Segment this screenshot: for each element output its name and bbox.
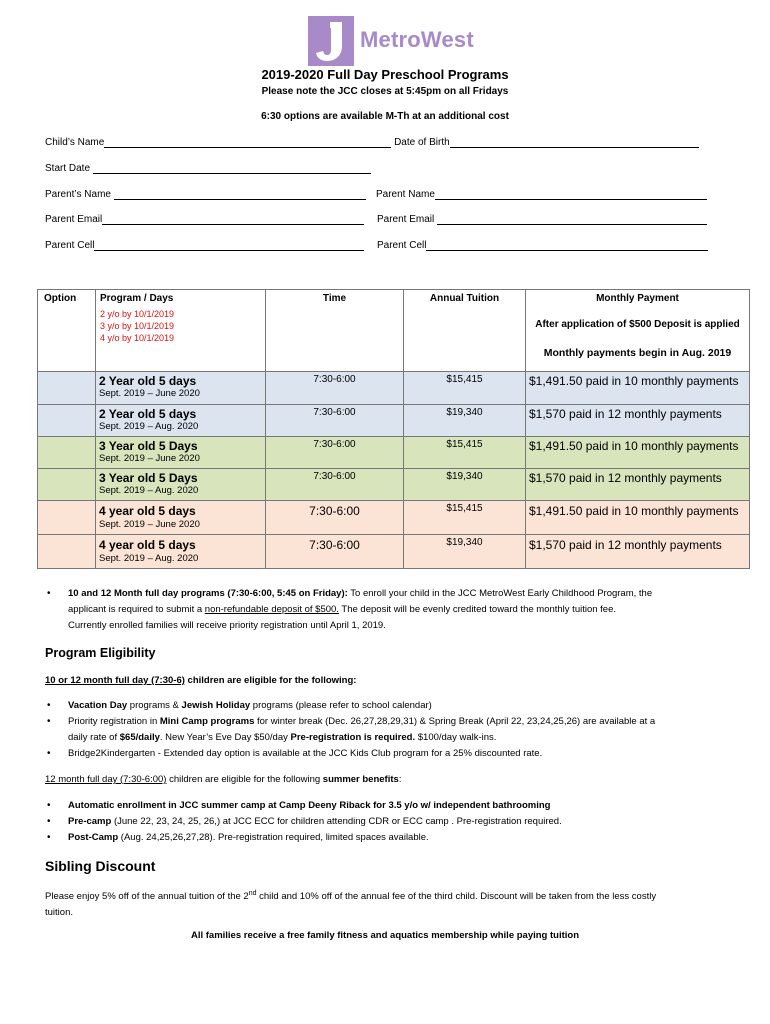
age-note-4yo: 4 y/o by 10/1/2019 (100, 333, 175, 343)
parent-email-1-label: Parent Email (45, 214, 103, 225)
parent-name-2-label: Parent Name (376, 189, 435, 200)
start-date-label: Start Date (45, 163, 91, 174)
membership-note: All families receive a free family fitness and aquatics membership while paying tuition (190, 930, 580, 941)
program-name: 4 year old 5 days (99, 538, 196, 552)
table-row (38, 372, 750, 405)
parent-email-1-field[interactable] (45, 214, 364, 225)
table-row (38, 501, 750, 535)
program-tuition: $19,340 (446, 471, 483, 482)
logo-name: MetroWest (360, 27, 474, 52)
parent-cell-1-field[interactable] (45, 240, 364, 251)
program-tuition: $19,340 (446, 407, 483, 418)
table-row (38, 535, 750, 569)
program-name: 2 Year old 5 days (99, 407, 197, 421)
parent-email-2-label: Parent Email (377, 214, 435, 225)
program-dates: Sept. 2019 – June 2020 (99, 453, 200, 464)
program-time: 7:30-6:00 (313, 374, 356, 385)
program-time: 7:30-6:00 (313, 471, 356, 482)
program-tuition: $15,415 (446, 374, 483, 385)
payments-begin-note: Monthly payments begin in Aug. 2019 (543, 347, 732, 359)
parent-cell-2-field[interactable] (377, 240, 708, 251)
bullet-icon: • (47, 816, 51, 827)
summer-bullet-3: Post-Camp (Aug. 24,25,26,27,28). Pre-registration required, limited spaces available. (68, 832, 429, 843)
col-time: Time (266, 290, 404, 372)
bullet-icon: • (47, 588, 51, 599)
age-note-2yo: 2 y/o by 10/1/2019 (100, 309, 175, 319)
child-name-field[interactable] (45, 137, 699, 148)
program-time: 7:30-6:00 (313, 407, 356, 418)
table-row (38, 405, 750, 437)
bullet-icon: • (47, 748, 51, 759)
program-monthly: $1,570 paid in 12 monthly payments (529, 407, 722, 421)
summer-intro: 12 month full day (7:30-6:00) children are eligible for the following summer benefits: (45, 774, 402, 785)
child-name-label: Child’s Name (45, 137, 105, 148)
table-row (38, 437, 750, 469)
dob-label: Date of Birth (394, 137, 450, 148)
program-dates: Sept. 2019 – June 2020 (99, 388, 200, 399)
program-name: 3 Year old 5 Days (99, 471, 198, 485)
eligibility-intro: 10 or 12 month full day (7:30-6) children are eligible for the following: (45, 675, 357, 686)
page-title: 2019-2020 Full Day Preschool Programs (261, 67, 509, 82)
program-name: 3 Year old 5 Days (99, 439, 198, 453)
eligibility-heading: Program Eligibility (45, 646, 156, 660)
program-dates: Sept. 2019 – Aug. 2020 (99, 553, 199, 564)
program-dates: Sept. 2019 – June 2020 (99, 519, 200, 530)
age-note-3yo: 3 y/o by 10/1/2019 (100, 321, 175, 331)
program-monthly: $1,570 paid in 12 monthly payments (529, 471, 722, 485)
table-header-row (38, 290, 750, 372)
col-tuition: Annual Tuition (404, 290, 526, 372)
program-monthly: $1,491.50 paid in 10 monthly payments (529, 504, 739, 518)
program-time: 7:30-6:00 (309, 504, 360, 518)
enroll-paragraph: 10 and 12 Month full day programs (7:30-6:00, 5:45 on Friday): To enroll your child in the JCC MetroWest Early Childhood Program, the applicant is required to submit a non-refundable deposit of $500. The deposit will be evenly credited toward the monthly tuition fee. Currently enrolled families will receive priority registration until April 1, 2019. (68, 588, 653, 631)
sibling-heading: Sibling Discount (45, 858, 156, 874)
j-logo-icon (308, 16, 354, 66)
program-monthly: $1,491.50 paid in 10 monthly payments (529, 439, 739, 453)
program-monthly: $1,491.50 paid in 10 monthly payments (529, 374, 739, 388)
program-tuition: $15,415 (446, 503, 483, 514)
program-name: 2 Year old 5 days (99, 374, 197, 388)
col-monthly: Monthly Payment After application of $500 Deposit is applied Monthly payments begin in Aug. 2019 (526, 290, 750, 372)
program-dates: Sept. 2019 – Aug. 2020 (99, 421, 199, 432)
vacation-bullet: Vacation Day programs & Jewish Holiday programs (please refer to school calendar) (68, 700, 432, 711)
parent-name-2-field[interactable] (376, 189, 707, 200)
program-time: 7:30-6:00 (313, 439, 356, 450)
deposit-note: After application of $500 Deposit is applied (535, 319, 740, 330)
table-row (38, 469, 750, 501)
bullet-icon: • (47, 800, 51, 811)
bullet-icon: • (47, 832, 51, 843)
program-tuition: $19,340 (446, 537, 483, 548)
minicamp-bullet: Priority registration in Mini Camp programs for winter break (Dec. 26,27,28,29,31) & Spring Break (April 22, 23,24,25,26) are available at a daily rate of $65/daily. New Year’s Eve Day $50/day Pre-registration is required. $100/day walk-ins. (68, 716, 656, 743)
program-tuition: $15,415 (446, 439, 483, 450)
parent-cell-2-label: Parent Cell (377, 240, 427, 251)
friday-note: Please note the JCC closes at 5:45pm on all Fridays (261, 86, 509, 97)
program-dates: Sept. 2019 – Aug. 2020 (99, 485, 199, 496)
parent-cell-1-label: Parent Cell (45, 240, 95, 251)
jcc-logo (308, 16, 354, 66)
summer-bullet-2: Pre-camp (June 22, 23, 24, 25, 26,) at JCC ECC for children attending CDR or ECC camp . Pre-registration required. (68, 816, 562, 827)
parent-email-2-field[interactable] (377, 214, 707, 225)
program-monthly: $1,570 paid in 12 monthly payments (529, 538, 722, 552)
col-program: Program / Days 2 y/o by 10/1/2019 3 y/o by 10/1/2019 4 y/o by 10/1/2019 (96, 290, 266, 372)
program-time: 7:30-6:00 (309, 538, 360, 552)
bridge-bullet: Bridge2Kindergarten - Extended day option is available at the JCC Kids Club program for a 25% discounted rate. (68, 748, 543, 759)
sibling-paragraph: Please enjoy 5% off of the annual tuition of the 2nd child and 10% off of the annual fee of the third child. Discount will be taken from the less costly tuition. (45, 890, 657, 919)
bullet-icon: • (47, 700, 51, 711)
program-name: 4 year old 5 days (99, 504, 196, 518)
summer-bullet-1: Automatic enrollment in JCC summer camp at Camp Deeny Riback for 3.5 y/o w/ independent bathrooming (68, 800, 551, 811)
program-table (37, 289, 750, 569)
start-date-field[interactable] (45, 163, 371, 174)
col-option: Option (38, 290, 96, 372)
parent-name-1-label: Parent’s Name (45, 189, 111, 200)
parent-name-1-field[interactable] (45, 189, 366, 200)
late-option-note: 6:30 options are available M-Th at an additional cost (261, 111, 509, 122)
bullet-icon: • (47, 716, 51, 727)
